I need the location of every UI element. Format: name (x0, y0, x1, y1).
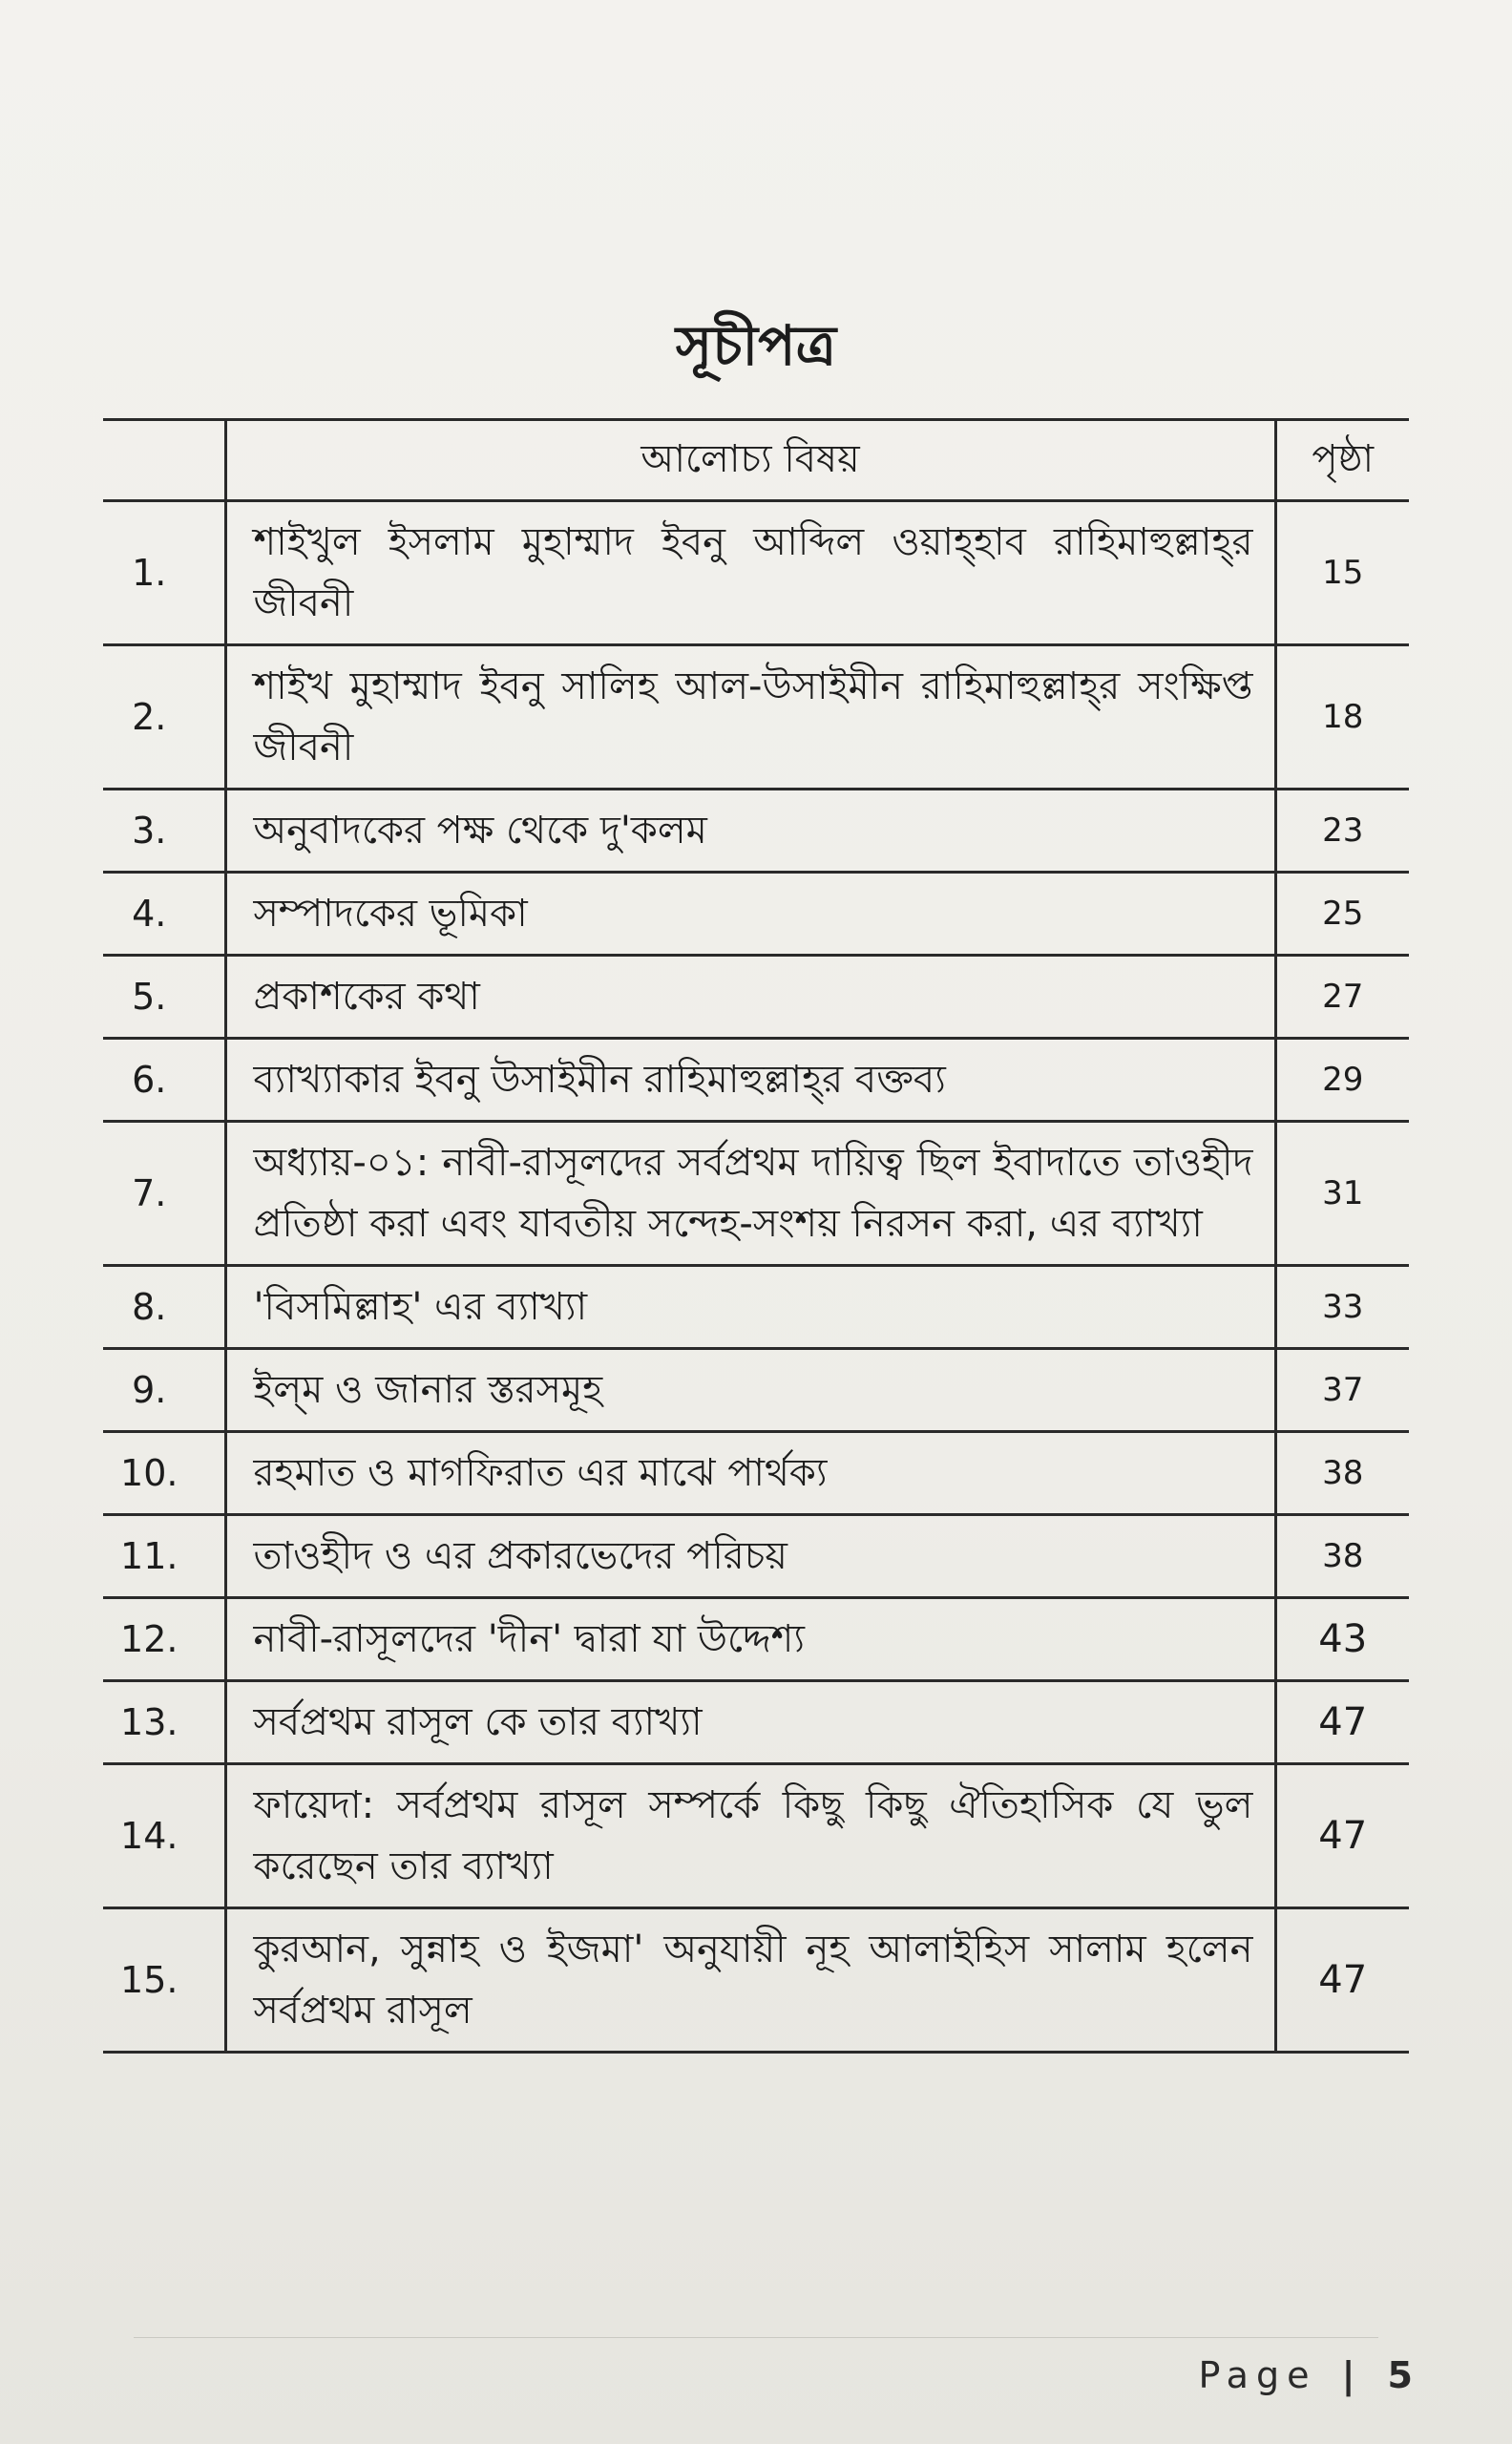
toc-row-page: 23 (1275, 790, 1409, 873)
toc-row (103, 1122, 1409, 1266)
toc-row-number: 3. (103, 790, 225, 873)
toc-row-number: 4. (103, 873, 225, 956)
toc-row-topic: সর্বপ্রথম রাসূল কে তার ব্যাখ্যা (225, 1681, 1275, 1764)
toc-row (103, 1598, 1409, 1681)
toc-header-row (103, 420, 1409, 501)
toc-row-number: 9. (103, 1349, 225, 1432)
footer-rule (134, 2337, 1378, 2338)
toc-row-number: 6. (103, 1039, 225, 1122)
header-topic: আলোচ্য বিষয় (225, 420, 1275, 501)
toc-row-number: 2. (103, 645, 225, 790)
footer-separator: | (1341, 2354, 1363, 2396)
toc-row-page: 18 (1275, 645, 1409, 790)
toc-body (103, 501, 1409, 2053)
toc-row-page: 38 (1275, 1515, 1409, 1598)
toc-row-topic: কুরআন, সুন্নাহ ও ইজমা' অনুযায়ী নূহ আলাইহিস সালাম হলেন সর্বপ্রথম রাসূল (225, 1908, 1275, 2053)
toc-row-topic: অধ্যায়-০১: নাবী-রাসূলদের সর্বপ্রথম দায়িত্ব ছিল ইবাদাতে তাওহীদ প্রতিষ্ঠা করা এবং যাবতীয় সন্দেহ-সংশয় নিরসন করা, এর ব্যাখ্যা (225, 1122, 1275, 1266)
toc-row (103, 1039, 1409, 1122)
toc-row-number: 1. (103, 501, 225, 645)
toc-row-page: 15 (1275, 501, 1409, 645)
toc-row (103, 956, 1409, 1039)
toc-row-page: 47 (1275, 1908, 1409, 2053)
toc-row-topic: প্রকাশকের কথা (225, 956, 1275, 1039)
toc-row-number: 11. (103, 1515, 225, 1598)
toc-row (103, 1432, 1409, 1515)
toc-row-topic: তাওহীদ ও এর প্রকারভেদের পরিচয় (225, 1515, 1275, 1598)
toc-row-number: 5. (103, 956, 225, 1039)
header-number-cell (103, 420, 225, 501)
toc-row-page: 43 (1275, 1598, 1409, 1681)
toc-row-number: 13. (103, 1681, 225, 1764)
toc-row-page: 37 (1275, 1349, 1409, 1432)
toc-row (103, 1515, 1409, 1598)
toc-row (103, 873, 1409, 956)
toc-row-page: 27 (1275, 956, 1409, 1039)
toc-row-page: 33 (1275, 1266, 1409, 1349)
footer-label: Page (1198, 2354, 1317, 2396)
toc-row (103, 501, 1409, 645)
toc-row-page: 31 (1275, 1122, 1409, 1266)
toc-row (103, 1764, 1409, 1908)
toc-row (103, 790, 1409, 873)
toc-row-topic: সম্পাদকের ভূমিকা (225, 873, 1275, 956)
page-title: সূচীপত্র (675, 313, 837, 378)
toc-row-topic: অনুবাদকের পক্ষ থেকে দু'কলম (225, 790, 1275, 873)
toc-row-topic: শাইখ মুহাম্মাদ ইবনু সালিহ আল-উসাইমীন রাহিমাহুল্লাহ্‌র সংক্ষিপ্ত জীবনী (225, 645, 1275, 790)
toc-row-number: 10. (103, 1432, 225, 1515)
toc-row-topic: 'বিসমিল্লাহ' এর ব্যাখ্যা (225, 1266, 1275, 1349)
header-page: পৃষ্ঠা (1275, 420, 1409, 501)
toc-row-page: 29 (1275, 1039, 1409, 1122)
toc-row (103, 645, 1409, 790)
toc-row-page: 38 (1275, 1432, 1409, 1515)
page-number: 5 (1387, 2354, 1413, 2396)
toc-row-number: 14. (103, 1764, 225, 1908)
toc-row-topic: ফায়েদা: সর্বপ্রথম রাসূল সম্পর্কে কিছু কিছু ঐতিহাসিক যে ভুল করেছেন তার ব্যাখ্যা (225, 1764, 1275, 1908)
toc-row-topic: নাবী-রাসূলদের 'দীন' দ্বারা যা উদ্দেশ্য (225, 1598, 1275, 1681)
toc-row-number: 7. (103, 1122, 225, 1266)
toc-row-number: 15. (103, 1908, 225, 2053)
toc-row (103, 1266, 1409, 1349)
toc-row (103, 1908, 1409, 2053)
toc-row-page: 25 (1275, 873, 1409, 956)
toc-table (103, 418, 1409, 2054)
toc-row-topic: ইল্‌ম ও জানার স্তরসমূহ (225, 1349, 1275, 1432)
toc-row-number: 8. (103, 1266, 225, 1349)
toc-row-page: 47 (1275, 1764, 1409, 1908)
page-footer (1198, 2354, 1413, 2396)
toc-row (103, 1349, 1409, 1432)
toc-row-topic: ব্যাখ্যাকার ইবনু উসাইমীন রাহিমাহুল্লাহ্‌র বক্তব্য (225, 1039, 1275, 1122)
toc-row (103, 1681, 1409, 1764)
toc-row-topic: রহমাত ও মাগফিরাত এর মাঝে পার্থক্য (225, 1432, 1275, 1515)
toc-row-page: 47 (1275, 1681, 1409, 1764)
toc-row-number: 12. (103, 1598, 225, 1681)
toc-row-topic: শাইখুল ইসলাম মুহাম্মাদ ইবনু আব্দিল ওয়াহ্হাব রাহিমাহুল্লাহ্‌র জীবনী (225, 501, 1275, 645)
